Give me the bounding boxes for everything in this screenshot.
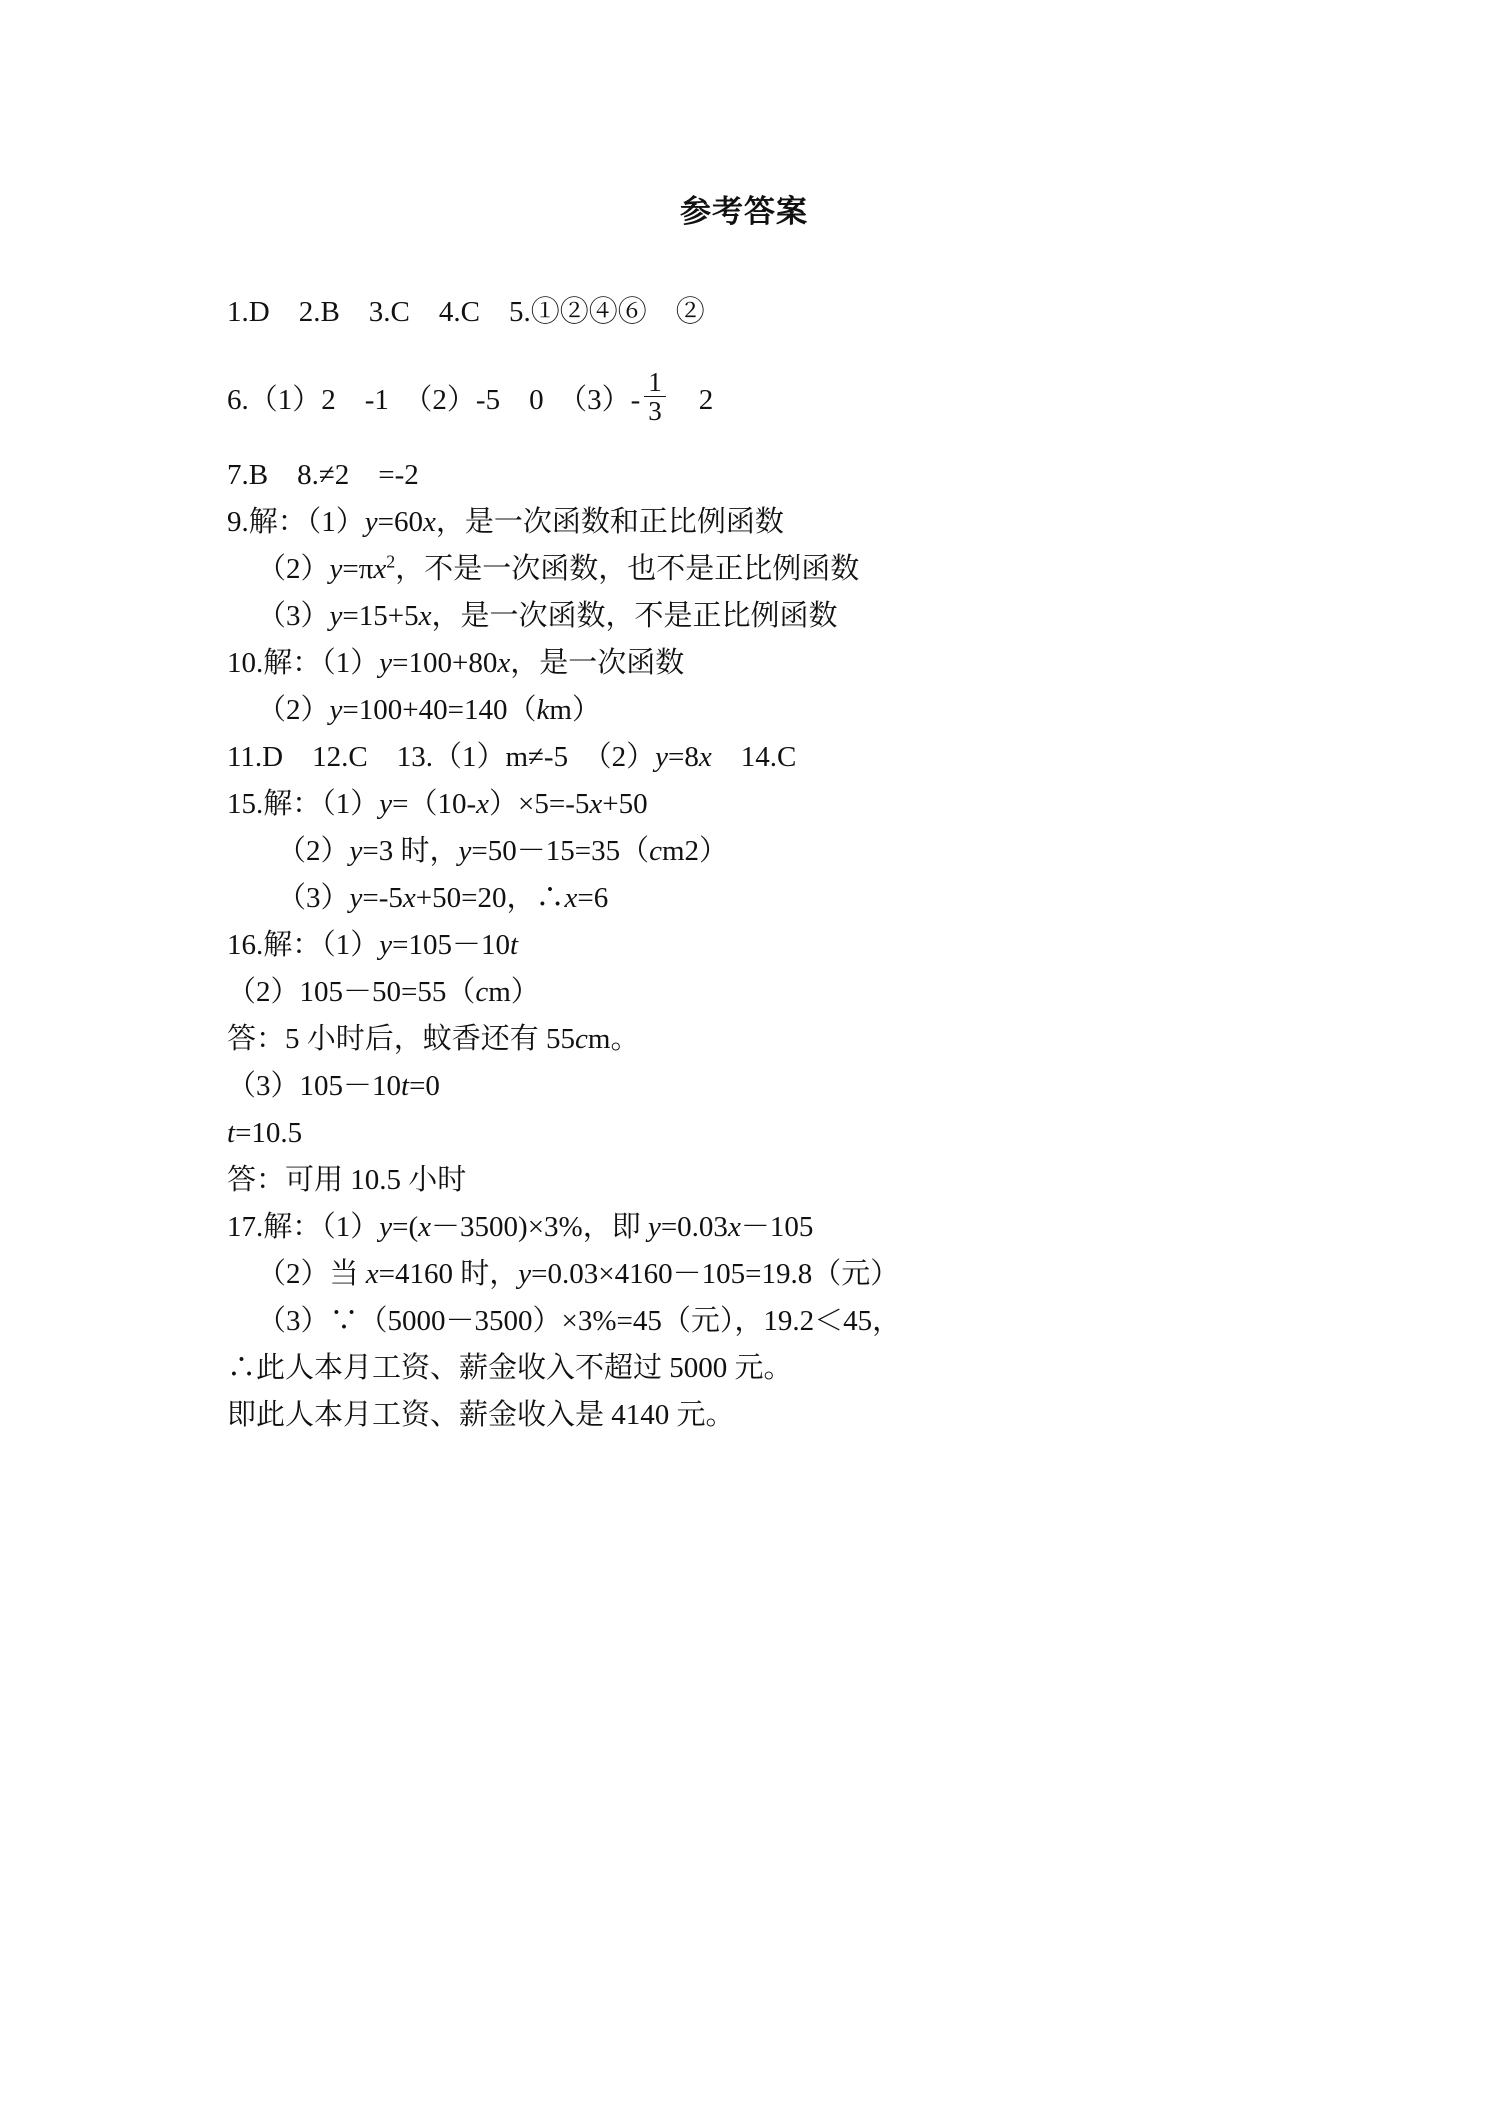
answer-16-part-1: 16.解：（1）y=105－10t [227, 929, 519, 961]
answer-line-11-14: 11.D 12.C 13.（1）m≠-5 （2）y=8x 14.C [227, 741, 797, 773]
answer-9-part-1: 9.解：（1）y=60x，是一次函数和正比例函数 [227, 506, 784, 538]
answer-line-7-8: 7.B 8.≠2 =-2 [227, 459, 419, 491]
answer-10-part-1: 10.解：（1）y=100+80x，是一次函数 [227, 647, 685, 679]
answer-16-part-2: （2）105－50=55（cm） [227, 976, 540, 1008]
answer-17-part-2: （2）当 x=4160 时，y=0.03×4160－105=19.8（元） [257, 1258, 900, 1290]
answer-6-text: 6.（1）2 -1 （2）-5 0 （3）- [227, 384, 641, 417]
fraction-one-third [644, 368, 666, 425]
answer-9-part-2: $(2)y=\pi x^2$，不是一次函数，也不是正比例函数 [257, 551, 860, 585]
answer-line-1: 1.D 2.B 3.C 4.C 5.①②④⑥ ② [227, 296, 705, 328]
fraction-denominator: 3 [648, 396, 662, 426]
answer-17-part-1: 17.解：（1）y=(x－3500)×3%，即 y=0.03x－105 [227, 1211, 814, 1243]
answer-17-conclusion-1: ∴此人本月工资、薪金收入不超过 5000 元。 [227, 1352, 793, 1384]
answer-9-part-3: （3）y=15+5x，是一次函数，不是正比例函数 [257, 600, 838, 632]
answer-15-part-2: （2）y=3 时，y=50－15=35（cm2） [277, 835, 729, 867]
answer-17-part-3: （3）∵（5000－3500）×3%=45（元），19.2＜45， [257, 1305, 902, 1337]
answer-15-part-1: 15.解：（1）y=（10-x）×5=-5x+50 [227, 788, 648, 820]
answer-17-conclusion-2: 即此人本月工资、薪金收入是 4140 元。 [227, 1399, 735, 1431]
answer-16-t-value: t=10.5 [227, 1117, 303, 1149]
answer-line-6 [227, 367, 714, 431]
fraction-numerator: 1 [644, 368, 666, 397]
answer-6-tail: 2 [669, 384, 714, 417]
answer-16-reply-1: 答：5 小时后，蚊香还有 55cm。 [227, 1023, 640, 1055]
answer-16-reply-2: 答：可用 10.5 小时 [227, 1164, 467, 1196]
answer-15-part-3: （3）y=-5x+50=20，∴x=6 [277, 882, 609, 914]
answer-16-part-3: （3）105－10t=0 [227, 1070, 440, 1102]
answer-10-part-2: （2）y=100+40=140（km） [257, 694, 601, 726]
page-title: 参考答案 [680, 194, 808, 229]
